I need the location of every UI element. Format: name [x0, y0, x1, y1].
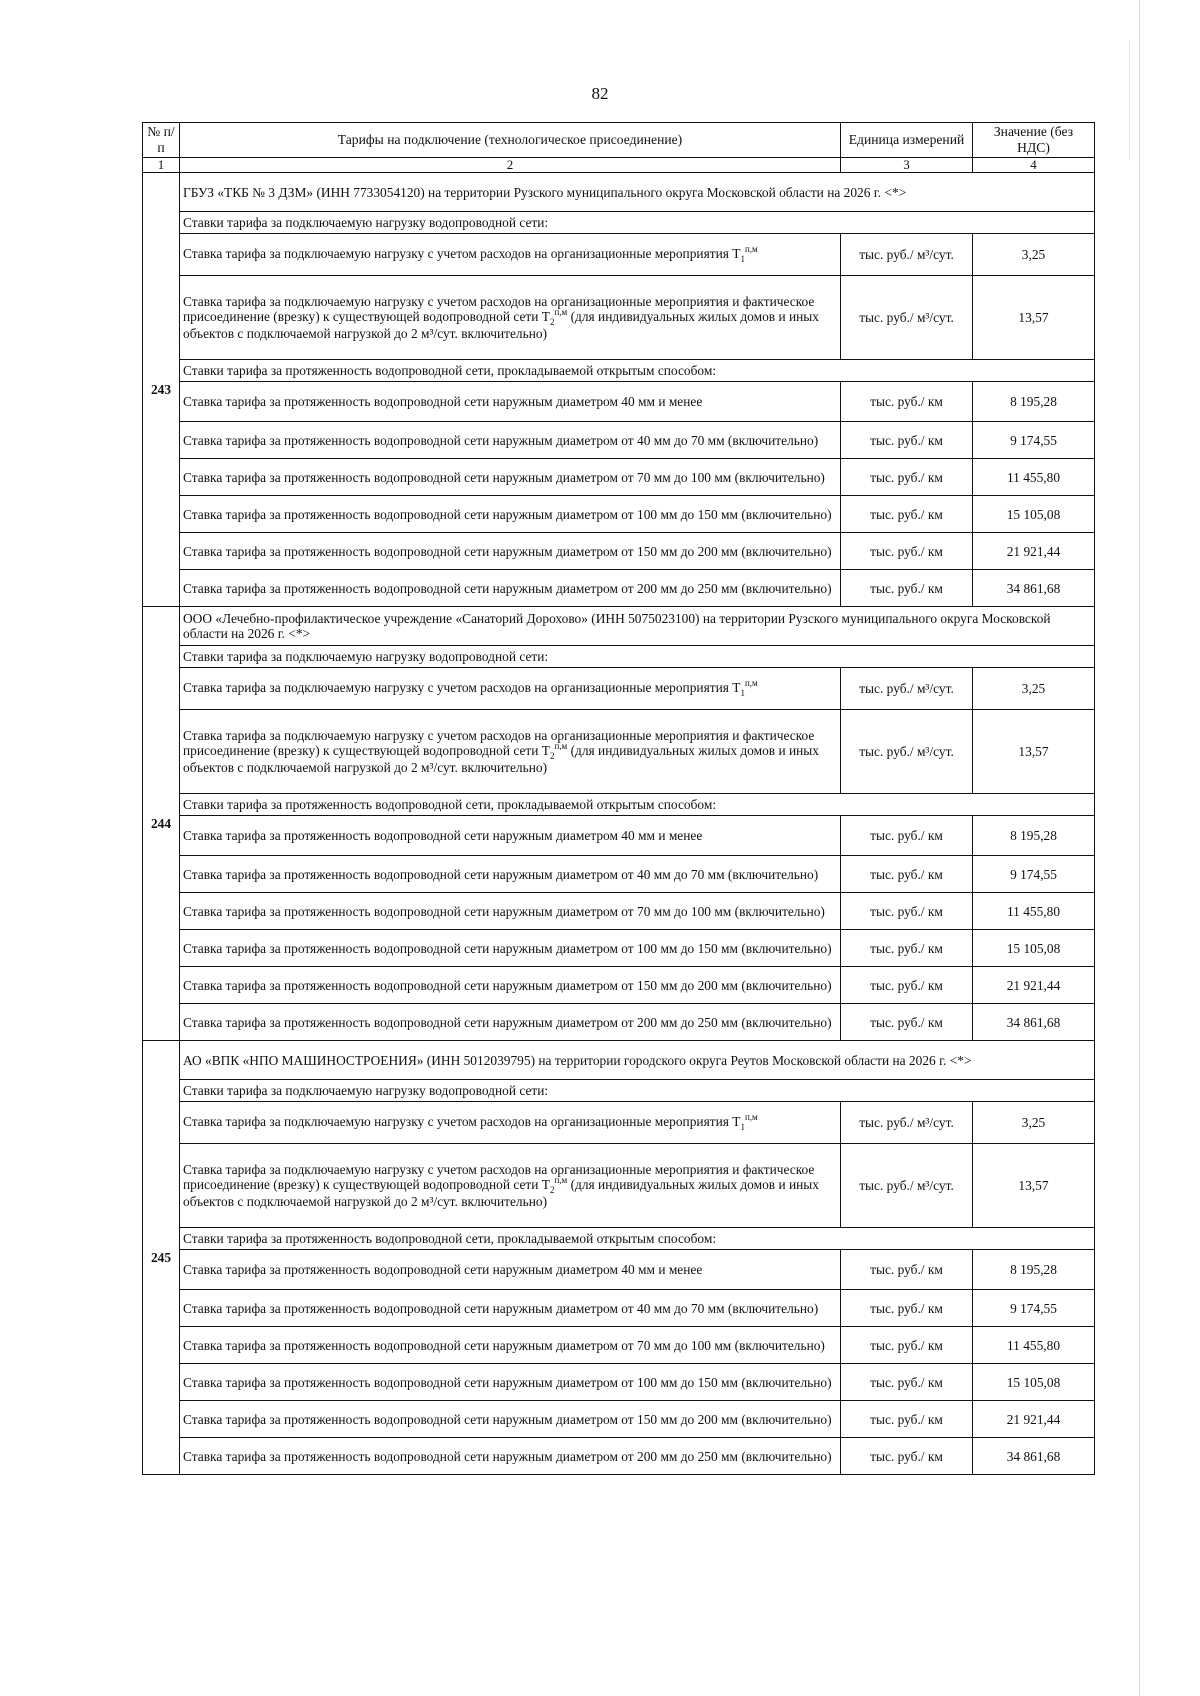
rate-value: 34 861,68 — [973, 1438, 1095, 1475]
rate-row — [143, 234, 1095, 276]
rate-unit: тыс. руб./ км — [841, 893, 973, 930]
rate-value: 9 174,55 — [973, 856, 1095, 893]
rate-row — [143, 1250, 1095, 1290]
rate-symbol: T — [732, 246, 741, 261]
rate-row — [143, 816, 1095, 856]
rate-label: Ставка тарифа за протяженность водопроводной сети наружным диаметром от 200 мм до 250 мм (включительно) — [180, 1438, 841, 1475]
row-number: 244 — [143, 607, 180, 1041]
rate-label: Ставка тарифа за протяженность водопроводной сети наружным диаметром от 200 мм до 250 мм (включительно) — [180, 570, 841, 607]
rate-value: 13,57 — [973, 710, 1095, 794]
rate-label: Ставка тарифа за протяженность водопроводной сети наружным диаметром от 150 мм до 200 мм (включительно) — [180, 1401, 841, 1438]
rate-value: 11 455,80 — [973, 459, 1095, 496]
rate-unit: тыс. руб./ км — [841, 496, 973, 533]
subheading-row — [143, 646, 1095, 668]
rate-value: 21 921,44 — [973, 967, 1095, 1004]
rate-label: Ставка тарифа за протяженность водопроводной сети наружным диаметром 40 мм и менее — [180, 816, 841, 856]
rate-label: Ставка тарифа за протяженность водопроводной сети наружным диаметром от 150 мм до 200 мм (включительно) — [180, 967, 841, 1004]
row-number: 243 — [143, 173, 180, 607]
rate-unit: тыс. руб./ м³/сут. — [841, 1144, 973, 1228]
tariff-table — [142, 122, 1095, 1475]
rate-label: Ставка тарифа за протяженность водопроводной сети наружным диаметром от 100 мм до 150 мм (включительно) — [180, 496, 841, 533]
rate-label — [180, 1144, 841, 1228]
rate-row — [143, 496, 1095, 533]
rate-unit: тыс. руб./ км — [841, 1004, 973, 1041]
organization-title: АО «ВПК «НПО МАШИНОСТРОЕНИЯ» (ИНН 5012039795) на территории городского округа Реутов Московской области на 2026 г. <*> — [180, 1041, 1095, 1080]
rate-unit: тыс. руб./ км — [841, 816, 973, 856]
subheading-length: Ставки тарифа за протяженность водопроводной сети, прокладываемой открытым способом: — [180, 1228, 1095, 1250]
rate-unit: тыс. руб./ км — [841, 1401, 973, 1438]
rate-value: 15 105,08 — [973, 1364, 1095, 1401]
rate-unit: тыс. руб./ км — [841, 382, 973, 422]
rate-unit: тыс. руб./ км — [841, 459, 973, 496]
rate-label-text: Ставка тарифа за подключаемую нагрузку с учетом расходов на организационные мероприятия — [183, 680, 729, 695]
column-number: 1 — [143, 158, 180, 173]
rate-unit: тыс. руб./ км — [841, 1364, 973, 1401]
rate-label-text: Ставка тарифа за подключаемую нагрузку с учетом расходов на организационные мероприятия и фактическое присоединение (врезку) к существующей водопроводной сети T — [183, 294, 815, 324]
rate-label — [180, 276, 841, 360]
rate-symbol-subscript: 2 — [549, 317, 555, 327]
rate-label-text: Ставка тарифа за подключаемую нагрузку с учетом расходов на организационные мероприятия и фактическое присоединение (врезку) к существующей водопроводной сети T — [183, 728, 815, 758]
rate-label-text: Ставка тарифа за подключаемую нагрузку с учетом расходов на организационные мероприятия — [183, 1114, 729, 1129]
rate-row — [143, 930, 1095, 967]
rate-unit: тыс. руб./ м³/сут. — [841, 234, 973, 276]
rate-label: Ставка тарифа за протяженность водопроводной сети наружным диаметром от 70 мм до 100 мм (включительно) — [180, 893, 841, 930]
rate-row — [143, 1401, 1095, 1438]
column-number: 2 — [180, 158, 841, 173]
rate-row — [143, 459, 1095, 496]
column-number: 3 — [841, 158, 973, 173]
rate-row — [143, 276, 1095, 360]
rate-value: 9 174,55 — [973, 422, 1095, 459]
rate-row — [143, 710, 1095, 794]
rate-unit: тыс. руб./ км — [841, 930, 973, 967]
rate-label: Ставка тарифа за протяженность водопроводной сети наружным диаметром от 40 мм до 70 мм (включительно) — [180, 422, 841, 459]
rate-label-text: (для индивидуальных жилых домов и иных объектов с подключаемой нагрузкой до 2 м³/сут. включительно) — [183, 1177, 820, 1209]
rate-row — [143, 570, 1095, 607]
subheading-row — [143, 360, 1095, 382]
row-number: 245 — [143, 1041, 180, 1475]
rate-row — [143, 1290, 1095, 1327]
rate-row — [143, 967, 1095, 1004]
rate-value: 3,25 — [973, 1102, 1095, 1144]
rate-row — [143, 1144, 1095, 1228]
rate-row — [143, 533, 1095, 570]
rate-label — [180, 1102, 841, 1144]
rate-symbol: T — [732, 680, 741, 695]
rate-unit: тыс. руб./ км — [841, 856, 973, 893]
rate-value: 13,57 — [973, 276, 1095, 360]
rate-row — [143, 856, 1095, 893]
rate-value: 15 105,08 — [973, 496, 1095, 533]
header-unit: Единица измерений — [841, 123, 973, 158]
subheading-row — [143, 1080, 1095, 1102]
column-number: 4 — [973, 158, 1095, 173]
rate-unit: тыс. руб./ км — [841, 533, 973, 570]
subheading-length: Ставки тарифа за протяженность водопроводной сети, прокладываемой открытым способом: — [180, 794, 1095, 816]
rate-label: Ставка тарифа за протяженность водопроводной сети наружным диаметром 40 мм и менее — [180, 382, 841, 422]
rate-label-text: (для индивидуальных жилых домов и иных объектов с подключаемой нагрузкой до 2 м³/сут. включительно) — [183, 309, 820, 341]
rate-symbol-superscript: п,м — [744, 1112, 758, 1122]
rate-row — [143, 1327, 1095, 1364]
rate-unit: тыс. руб./ км — [841, 967, 973, 1004]
rate-value: 8 195,28 — [973, 382, 1095, 422]
organization-row — [143, 1041, 1095, 1080]
column-number-row — [143, 158, 1095, 173]
rate-symbol-subscript: 1 — [740, 254, 745, 264]
rate-value: 8 195,28 — [973, 816, 1095, 856]
scan-edge-line — [1139, 0, 1140, 1696]
rate-row — [143, 422, 1095, 459]
rate-label-text: (для индивидуальных жилых домов и иных объектов с подключаемой нагрузкой до 2 м³/сут. включительно) — [183, 743, 820, 775]
subheading-row — [143, 212, 1095, 234]
rate-symbol-superscript: п,м — [554, 741, 568, 751]
rate-value: 21 921,44 — [973, 533, 1095, 570]
header-value: Значение (без НДС) — [973, 123, 1095, 158]
rate-value: 11 455,80 — [973, 893, 1095, 930]
rate-value: 34 861,68 — [973, 570, 1095, 607]
organization-row — [143, 607, 1095, 646]
rate-symbol-superscript: п,м — [554, 1175, 568, 1185]
rate-symbol-subscript: 2 — [549, 751, 555, 761]
rate-unit: тыс. руб./ км — [841, 1327, 973, 1364]
organization-title: ООО «Лечебно-профилактическое учреждение «Санаторий Дорохово» (ИНН 5075023100) на территории Рузского муниципального округа Московской области на 2026 г. <*> — [180, 607, 1095, 646]
rate-value: 11 455,80 — [973, 1327, 1095, 1364]
rate-label: Ставка тарифа за протяженность водопроводной сети наружным диаметром от 70 мм до 100 мм (включительно) — [180, 1327, 841, 1364]
rate-label-text: Ставка тарифа за подключаемую нагрузку с учетом расходов на организационные мероприятия и фактическое присоединение (врезку) к существующей водопроводной сети T — [183, 1162, 815, 1192]
rate-label: Ставка тарифа за протяженность водопроводной сети наружным диаметром от 40 мм до 70 мм (включительно) — [180, 856, 841, 893]
rate-symbol-subscript: 1 — [740, 1122, 745, 1132]
header-tariff-name: Тарифы на подключение (технологическое присоединение) — [180, 123, 841, 158]
organization-row — [143, 173, 1095, 212]
rate-label — [180, 668, 841, 710]
rate-unit: тыс. руб./ км — [841, 1290, 973, 1327]
rate-row — [143, 668, 1095, 710]
rate-row — [143, 1004, 1095, 1041]
rate-label: Ставка тарифа за протяженность водопроводной сети наружным диаметром от 150 мм до 200 мм (включительно) — [180, 533, 841, 570]
rate-label — [180, 234, 841, 276]
rate-symbol-superscript: п,м — [744, 678, 758, 688]
rate-row — [143, 1102, 1095, 1144]
table-header-row — [143, 123, 1095, 158]
rate-unit: тыс. руб./ м³/сут. — [841, 276, 973, 360]
rate-symbol-superscript: п,м — [554, 307, 568, 317]
rate-label — [180, 710, 841, 794]
rate-label: Ставка тарифа за протяженность водопроводной сети наружным диаметром от 70 мм до 100 мм (включительно) — [180, 459, 841, 496]
rate-row — [143, 1438, 1095, 1475]
subheading-load: Ставки тарифа за подключаемую нагрузку водопроводной сети: — [180, 1080, 1095, 1102]
rate-row — [143, 1364, 1095, 1401]
rate-label: Ставка тарифа за протяженность водопроводной сети наружным диаметром от 40 мм до 70 мм (включительно) — [180, 1290, 841, 1327]
rate-unit: тыс. руб./ км — [841, 422, 973, 459]
rate-value: 9 174,55 — [973, 1290, 1095, 1327]
rate-value: 13,57 — [973, 1144, 1095, 1228]
rate-value: 3,25 — [973, 234, 1095, 276]
rate-unit: тыс. руб./ м³/сут. — [841, 1102, 973, 1144]
subheading-length: Ставки тарифа за протяженность водопроводной сети, прокладываемой открытым способом: — [180, 360, 1095, 382]
rate-symbol-subscript: 1 — [740, 688, 745, 698]
rate-unit: тыс. руб./ м³/сут. — [841, 668, 973, 710]
rate-value: 3,25 — [973, 668, 1095, 710]
header-num: № п/п — [143, 123, 180, 158]
subheading-row — [143, 1228, 1095, 1250]
rate-label: Ставка тарифа за протяженность водопроводной сети наружным диаметром от 200 мм до 250 мм (включительно) — [180, 1004, 841, 1041]
rate-unit: тыс. руб./ км — [841, 1250, 973, 1290]
rate-row — [143, 382, 1095, 422]
rate-label: Ставка тарифа за протяженность водопроводной сети наружным диаметром от 100 мм до 150 мм (включительно) — [180, 930, 841, 967]
rate-label: Ставка тарифа за протяженность водопроводной сети наружным диаметром 40 мм и менее — [180, 1250, 841, 1290]
rate-row — [143, 893, 1095, 930]
rate-symbol-subscript: 2 — [549, 1185, 555, 1195]
rate-symbol: T — [732, 1114, 741, 1129]
subheading-load: Ставки тарифа за подключаемую нагрузку водопроводной сети: — [180, 212, 1095, 234]
rate-value: 8 195,28 — [973, 1250, 1095, 1290]
rate-symbol-superscript: п,м — [744, 244, 758, 254]
rate-unit: тыс. руб./ км — [841, 1438, 973, 1475]
page-number: 82 — [591, 84, 609, 103]
subheading-load: Ставки тарифа за подключаемую нагрузку водопроводной сети: — [180, 646, 1095, 668]
rate-label: Ставка тарифа за протяженность водопроводной сети наружным диаметром от 100 мм до 150 мм (включительно) — [180, 1364, 841, 1401]
rate-label-text: Ставка тарифа за подключаемую нагрузку с учетом расходов на организационные мероприятия — [183, 246, 729, 261]
organization-title: ГБУЗ «ТКБ № 3 ДЗМ» (ИНН 7733054120) на территории Рузского муниципального округа Московской области на 2026 г. <*> — [180, 173, 1095, 212]
rate-value: 21 921,44 — [973, 1401, 1095, 1438]
rate-unit: тыс. руб./ м³/сут. — [841, 710, 973, 794]
rate-unit: тыс. руб./ км — [841, 570, 973, 607]
rate-value: 15 105,08 — [973, 930, 1095, 967]
rate-value: 34 861,68 — [973, 1004, 1095, 1041]
subheading-row — [143, 794, 1095, 816]
